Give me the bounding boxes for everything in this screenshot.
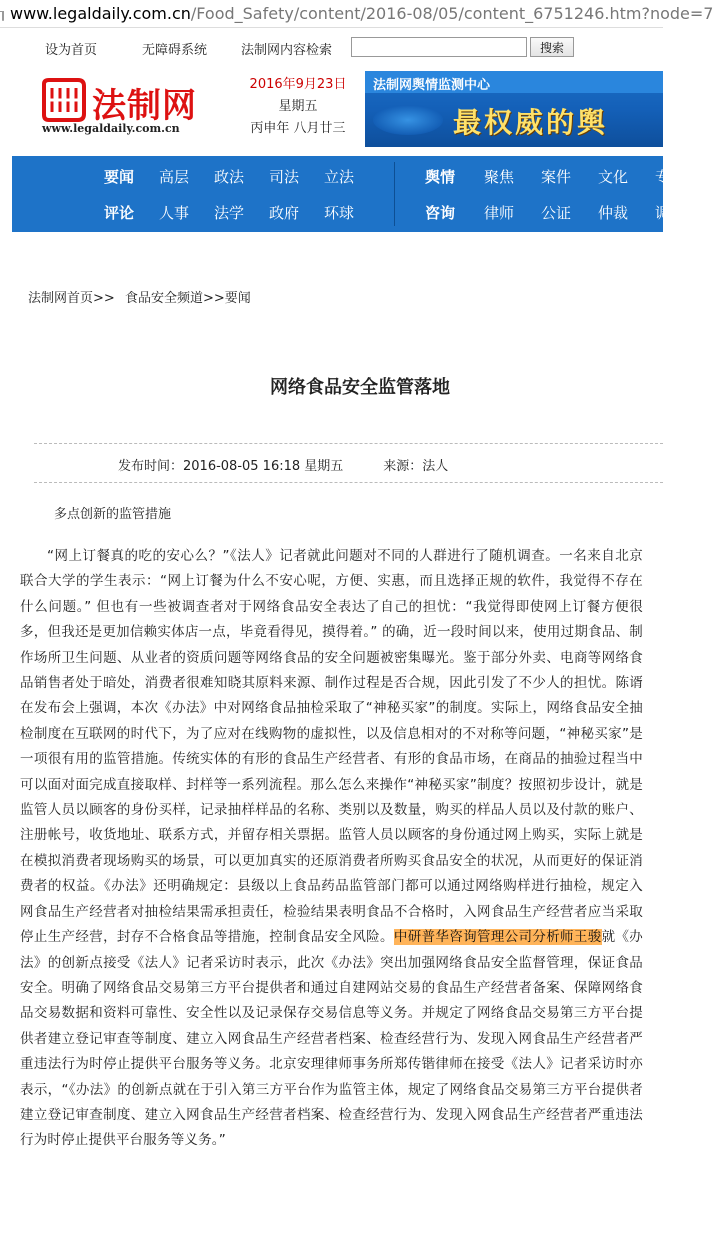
title-divider [34, 443, 663, 444]
banner-title: 法制网舆情监测中心 [373, 78, 491, 93]
nav-item-huanqiu[interactable]: 环球 [324, 204, 355, 222]
opinion-monitoring-banner[interactable] [365, 71, 663, 147]
breadcrumb [28, 287, 251, 306]
article-subheading: 多点创新的监管措施 [54, 507, 172, 522]
article-source: 来源：法人 [383, 459, 449, 474]
nav-item-tiao[interactable]: 调 [655, 204, 671, 222]
nav-row-2 [12, 194, 671, 230]
gregorian-date: 2016年9月23日 [249, 77, 347, 92]
accessible-system-link[interactable]: 无障碍系统 [142, 43, 208, 58]
nav-item-pinglun[interactable]: 评论 [104, 204, 135, 222]
top-links-bar [0, 35, 663, 59]
date-panel [238, 74, 358, 140]
nav-row-1 [12, 158, 671, 194]
nav-item-wenhua[interactable]: 文化 [598, 168, 629, 186]
nav-divider [394, 162, 395, 226]
nav-item-sifa[interactable]: 司法 [269, 168, 300, 186]
nav-item-gongzheng[interactable]: 公证 [541, 204, 572, 222]
body-part-1: “网上订餐真的吃的安心么？”《法人》记者就此问题对不同的人群进行了随机调查。一名来自北京联合大学的学生表示：“网上订餐为什么不安心呢，方便、实惠，而且选择正规的软件，我觉得不存在什么问题。” 但也有一些被调查者对于网络食品安全表达了自己的担忧：“我觉得即使网上订餐方便很多，但我还是更加信赖实体店一点，毕竟看得见，摸得着。” 的确，近一段时间以来，使用过期食品、制作场所卫生问题、从业者的资质问题等网络食品的安全问题被密集曝光。鉴于部分外卖、电商等网络食品销售者处于暗处，消费者很难知晓其原料来源、制作过程是否合规，因此引发了不少人的担忧。陈谞在发布会上强调，本次《办法》中对网络食品抽检采取了“神秘买家”的制度。实际上，网络食品安全抽检制度在互联网的时代下，为了应对在线购物的虚拟性，以及信息相对的不对称等问题，“神秘买家”是一项很有用的监管措施。传统实体的有形的食品生产经营者、有形的食品市场，在商品的抽验过程当中可以面对面完成直接取样、封样等一系列流程。那么怎么来操作“神秘买家”制度？按照初步设计，就是监管人员以顾客的身份买样，记录抽样样品的名称、类别以及数量，购买的样品人员以及付款的账户、注册帐号，收货地址、联系方式，并留存相关票据。监管人员以顾客的身份通过网上购买，实际上就是在模拟消费者现场购买的场景，可以更加真实的还原消费者所购买食品安全的状况，从而更好的保证消费者的权益。《办法》还明确规定：县级以上食品药品监管部门都可以通过网络购样进行抽检，规定入网食品生产经营者对抽检结果需承担责任，检验结果表明食品不合格时，入网食品生产经营者应当采取停止生产经营，封存不合格食品等措施，控制食品安全风险。 [20, 548, 643, 946]
search-input[interactable] [351, 37, 527, 57]
main-nav [12, 156, 671, 232]
nav-item-yaowen[interactable]: 要闻 [104, 168, 135, 186]
body-part-2: 就《办法》的创新点接受《法人》记者采访时表示，此次《办法》突出加强网络食品安全监督管理，保证食品安全。明确了网络食品交易第三方平台提供者和通过自建网站交易的食品生产经营者备案、保障网络食品交易数据和资料可靠性、安全性以及记录保存交易信息等义务。并规定了网络食品交易第三方平台提供者建立登记审查等制度、建立入网食品生产经营者档案、检查经营行为、发现入网食品生产经营者严重违法行为时停止提供平台服务等义务。北京安理律师事务所郑传锴律师在接受《法人》记者采访时亦表示，“《办法》的创新点就在于引入第三方平台作为监管主体，规定了网络食品交易第三方平台提供者建立登记审查制度、建立入网食品生产经营者档案、检查经营行为、发现入网食品生产经营者严重违法行为时停止提供平台服务等义务。” [20, 929, 644, 1149]
logo-name: 法制网 [92, 86, 197, 126]
search-button[interactable]: 搜索 [530, 37, 574, 57]
nav-item-lifa[interactable]: 立法 [324, 168, 355, 186]
url-text[interactable] [10, 4, 713, 23]
page-icon [2, 7, 4, 21]
weekday: 星期五 [278, 99, 318, 114]
nav-item-zhengfu[interactable]: 政府 [269, 204, 300, 222]
lunar-date: 丙申年 八月廿三 [250, 121, 346, 136]
url-host: www.legaldaily.com.cn [10, 4, 191, 23]
nav-item-gaoceng[interactable]: 高层 [159, 168, 190, 186]
nav-item-anjian[interactable]: 案件 [541, 168, 572, 186]
nav-item-zixun[interactable]: 咨询 [425, 204, 456, 222]
meta-divider [34, 482, 663, 483]
address-bar[interactable] [0, 0, 714, 28]
article-meta [118, 455, 448, 474]
logo-mark-icon [40, 78, 86, 122]
highlighted-text: 中研普华咨询管理公司分析师王骏 [393, 929, 602, 946]
publish-time: 发布时间：2016-08-05 16:18 星期五 [118, 459, 344, 474]
nav-item-yuqing[interactable]: 舆情 [425, 168, 456, 186]
nav-item-renshi[interactable]: 人事 [159, 204, 190, 222]
nav-item-zhuan[interactable]: 专 [655, 168, 671, 186]
article-body [20, 544, 643, 1154]
logo-domain: www.legaldaily.com.cn [42, 122, 180, 135]
set-homepage-link[interactable]: 设为首页 [45, 43, 98, 58]
banner-slogan: 最权威的舆 [453, 106, 609, 139]
nav-item-zhongcai[interactable]: 仲裁 [598, 204, 629, 222]
breadcrumb-home[interactable]: 法制网首页>> [28, 291, 115, 306]
nav-item-jujiao[interactable]: 聚焦 [484, 168, 515, 186]
site-search-link[interactable]: 法制网内容检索 [241, 43, 333, 58]
nav-item-lvshi[interactable]: 律师 [484, 204, 515, 222]
banner-globe-icon [373, 105, 443, 135]
breadcrumb-channel[interactable]: 食品安全频道>>要闻 [124, 291, 251, 306]
nav-item-faxue[interactable]: 法学 [214, 204, 245, 222]
nav-item-zhengfa[interactable]: 政法 [214, 168, 245, 186]
article-title: 网络食品安全监管落地 [270, 377, 450, 398]
site-logo[interactable] [40, 72, 200, 138]
url-path: /Food_Safety/content/2016-08/05/content_6751246.htm?node=7 [190, 4, 714, 23]
